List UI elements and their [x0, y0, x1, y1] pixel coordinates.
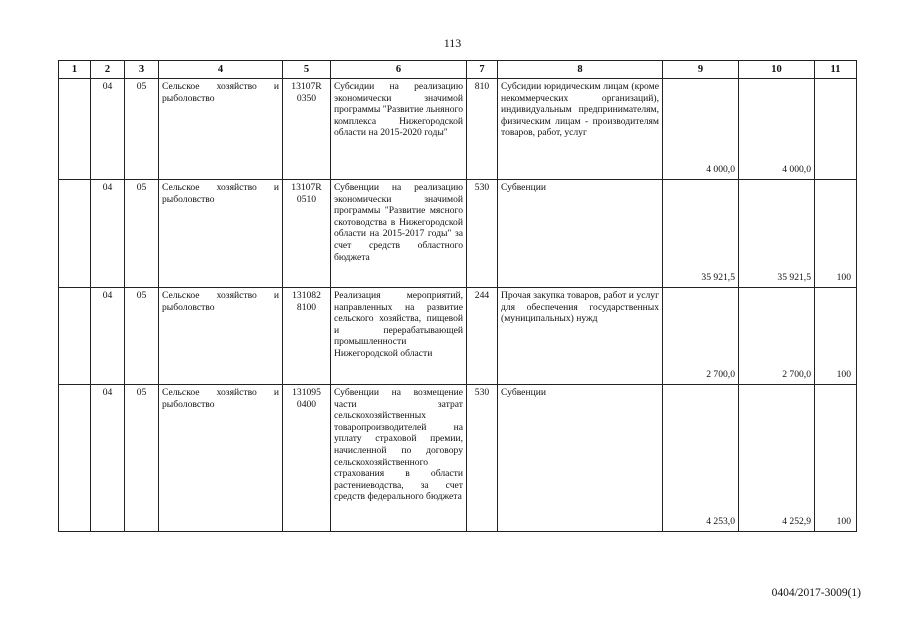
column-header: 11: [815, 61, 857, 79]
budget-table: [58, 60, 857, 532]
cell-target-code: 13107R 0350: [283, 79, 331, 180]
cell-expense-name: Субвенции: [498, 180, 663, 288]
cell-subsection: 05: [125, 288, 159, 385]
cell-program-name: Субвенции на возмещение части затрат сельскохозяйственных товаропроизводителей на уплату страховой премии, начисленной по договору сельскохозяйственного страхования в области растениеводства, за счет средств федерального бюджета: [331, 385, 467, 532]
column-header: 8: [498, 61, 663, 79]
cell-col1: [59, 385, 91, 532]
cell-actual-amount: 2 700,0: [739, 288, 815, 385]
cell-target-code: 13107R 0510: [283, 180, 331, 288]
column-header: 4: [159, 61, 283, 79]
table-header-row: [59, 61, 857, 79]
cell-expense-name: Субсидии юридическим лицам (кроме некоммерческих организаций), индивидуальным предпринимателям, физическим лицам - производителям товаров, работ, услуг: [498, 79, 663, 180]
column-header: 6: [331, 61, 467, 79]
column-header: 3: [125, 61, 159, 79]
cell-expense-type: 530: [467, 180, 498, 288]
cell-subsection: 05: [125, 79, 159, 180]
cell-planned-amount: 2 700,0: [663, 288, 739, 385]
cell-section: 04: [91, 180, 125, 288]
document-code: 0404/2017-3009(1): [771, 587, 861, 599]
cell-col1: [59, 79, 91, 180]
cell-planned-amount: 35 921,5: [663, 180, 739, 288]
cell-planned-amount: 4 000,0: [663, 79, 739, 180]
cell-program-name: Субсидии на реализацию экономически значимой программы "Развитие льняного комплекса Нижегородской области на 2015-2020 годы": [331, 79, 467, 180]
column-header: 9: [663, 61, 739, 79]
cell-col1: [59, 288, 91, 385]
cell-section-name: Сельское хозяйство и рыболовство: [159, 288, 283, 385]
table-row: [59, 79, 857, 180]
cell-section: 04: [91, 79, 125, 180]
cell-section-name: Сельское хозяйство и рыболовство: [159, 180, 283, 288]
cell-percent: 100: [815, 288, 857, 385]
table-row: [59, 385, 857, 532]
cell-expense-type: 244: [467, 288, 498, 385]
cell-expense-name: Прочая закупка товаров, работ и услуг для обеспечения государственных (муниципальных) нужд: [498, 288, 663, 385]
cell-planned-amount: 4 253,0: [663, 385, 739, 532]
cell-target-code: 131095 0400: [283, 385, 331, 532]
column-header: 1: [59, 61, 91, 79]
cell-expense-type: 530: [467, 385, 498, 532]
cell-actual-amount: 4 252,9: [739, 385, 815, 532]
cell-subsection: 05: [125, 180, 159, 288]
column-header: 5: [283, 61, 331, 79]
cell-subsection: 05: [125, 385, 159, 532]
cell-program-name: Субвенции на реализацию экономически значимой программы "Развитие мясного скотоводства в Нижегородской области на 2015-2017 годы" за счет средств областного бюджета: [331, 180, 467, 288]
cell-col1: [59, 180, 91, 288]
table-row: [59, 288, 857, 385]
cell-section: 04: [91, 288, 125, 385]
cell-actual-amount: 4 000,0: [739, 79, 815, 180]
cell-section-name: Сельское хозяйство и рыболовство: [159, 385, 283, 532]
column-header: 2: [91, 61, 125, 79]
table-row: [59, 180, 857, 288]
cell-percent: 100: [815, 180, 857, 288]
cell-target-code: 131082 8100: [283, 288, 331, 385]
cell-expense-name: Субвенции: [498, 385, 663, 532]
column-header: 7: [467, 61, 498, 79]
page-number: 113: [443, 36, 462, 50]
cell-percent: 100: [815, 385, 857, 532]
cell-section: 04: [91, 385, 125, 532]
cell-section-name: Сельское хозяйство и рыболовство: [159, 79, 283, 180]
cell-expense-type: 810: [467, 79, 498, 180]
cell-actual-amount: 35 921,5: [739, 180, 815, 288]
column-header: 10: [739, 61, 815, 79]
cell-program-name: Реализация мероприятий, направленных на развитие сельского хозяйства, пищевой и перерабатывающей промышленности Нижегородской области: [331, 288, 467, 385]
cell-percent: [815, 79, 857, 180]
